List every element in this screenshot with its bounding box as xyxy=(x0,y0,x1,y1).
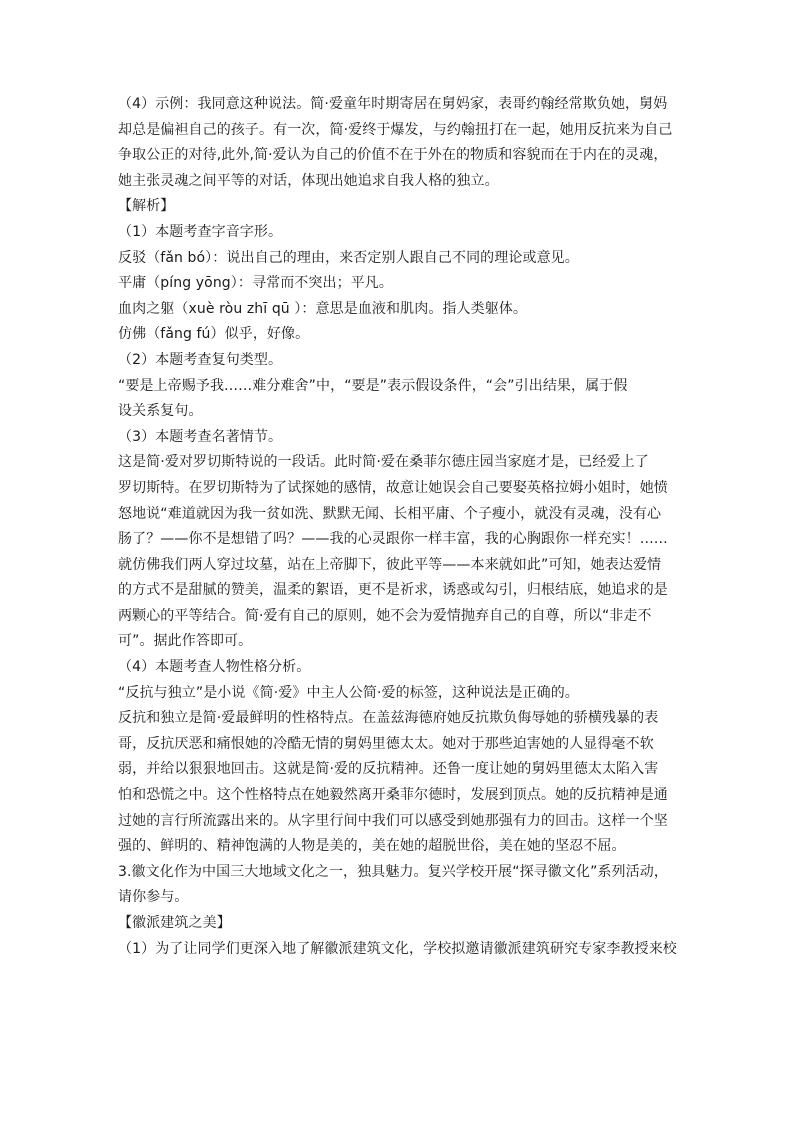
text-line: 3.徽文化作为中国三大地域文化之一，独具魅力。复兴学校开展“探寻徽文化”系列活动， xyxy=(118,863,668,880)
text-line: 【解析】 xyxy=(118,198,175,215)
text-line: （2）本题考查复句类型。 xyxy=(118,351,283,368)
text-line: 仿佛（fǎng fú）似乎，好像。 xyxy=(118,326,310,343)
text-line: “要是上帝赐予我……难分难舍”中，“要是”表示假设条件，“会”引出结果，属于假 xyxy=(118,377,628,394)
text-line: 哥，反抗厌恶和痛恨她的冷酷无情的舅妈里德太太。她对于那些迫害她的人显得毫不软 xyxy=(118,735,654,752)
text-line: 她主张灵魂之间平等的对话，体现出她追求自我人格的独立。 xyxy=(118,172,499,189)
text-line: （4）本题考查人物性格分析。 xyxy=(118,659,311,676)
text-line: 弱，并给以狠狠地回击。这就是简·爱的反抗精神。还鲁一度让她的舅妈里德太太陷入害 xyxy=(118,761,659,778)
text-line: 过她的言行所流露出来的。从字里行间中我们可以感受到她那强有力的回击。这样一个坚 xyxy=(118,812,668,829)
text-line: 【徽派建筑之美】 xyxy=(118,915,231,931)
text-line: 强的、鲜明的、精神饱满的人物是美的，美在她的超脱世俗，美在她的坚忍不屈。 xyxy=(118,838,626,855)
text-line: “反抗与独立”是小说《简·爱》中主人公简·爱的标签，这种说法是正确的。 xyxy=(118,684,579,701)
text-line: 怒地说“难道就因为我一贫如洗、默默无闻、长相平庸、个子瘦小，就没有灵魂，没有心 xyxy=(118,505,662,522)
text-line: 却总是偏袒自己的孩子。有一次，简·爱终于爆发，与约翰扭打在一起，她用反抗来为自己 xyxy=(118,121,673,138)
text-line: （4）示例：我同意这种说法。简·爱童年时期寄居在舅妈家，表哥约翰经常欺负她，舅妈 xyxy=(118,96,668,112)
text-line: 反抗和独立是简·爱最鲜明的性格特点。在盖兹海德府她反抗欺负侮辱她的骄横残暴的表 xyxy=(118,710,659,727)
text-line: 罗切斯特。在罗切斯特为了试探她的感情，故意让她误会自己要娶英格拉姆小姐时，她愤 xyxy=(118,479,668,496)
text-line: 两颗心的平等结合。简·爱有自己的原则，她不会为爱情抛弃自己的自尊，所以“非走不 xyxy=(118,607,652,624)
text-line: 怕和恐慌之中。这个性格特点在她毅然离开桑菲尔德时，发展到顶点。她的反抗精神是通 xyxy=(118,787,668,804)
document-body xyxy=(118,92,678,962)
text-line: 就仿佛我们两人穿过坟墓，站在上帝脚下，彼此平等——本来就如此”可知，她表达爱情 xyxy=(118,556,662,573)
text-line: 可”。据此作答即可。 xyxy=(118,633,253,650)
text-line: 争取公正的对待,此外,简·爱认为自己的价值不在于外在的物质和容貌而在于内在的灵魂， xyxy=(118,147,668,164)
text-line: （1）为了让同学们更深入地了解徽派建筑文化，学校拟邀请徽派建筑研究专家李教授来校 xyxy=(118,940,677,957)
text-line: （3）本题考查名著情节。 xyxy=(118,428,283,445)
text-line: （1）本题考查字音字形。 xyxy=(118,223,283,240)
text-line: 设关系复句。 xyxy=(118,403,203,420)
text-line: 肠了？——你不是想错了吗？——我的心灵跟你一样丰富，我的心胸跟你一样充实！…… xyxy=(118,531,668,548)
text-line: 这是简·爱对罗切斯特说的一段话。此时简·爱在桑菲尔德庄园当家庭才是，已经爱上了 xyxy=(118,454,649,471)
text-line: 请你参与。 xyxy=(118,889,189,906)
text-line: 的方式不是甜腻的赞美，温柔的絮语，更不是祈求，诱惑或勾引，归根结底，她追求的是 xyxy=(118,582,668,599)
text-line: 血肉之躯（xuè ròu zhī qū ）：意思是血液和肌肉。指人类躯体。 xyxy=(118,300,528,317)
text-line: 反驳（fǎn bó）：说出自己的理由，来否定别人跟自己不同的理论或意见。 xyxy=(118,249,579,266)
text-line: 平庸（píng yōng）：寻常而不突出；平凡。 xyxy=(118,275,393,292)
